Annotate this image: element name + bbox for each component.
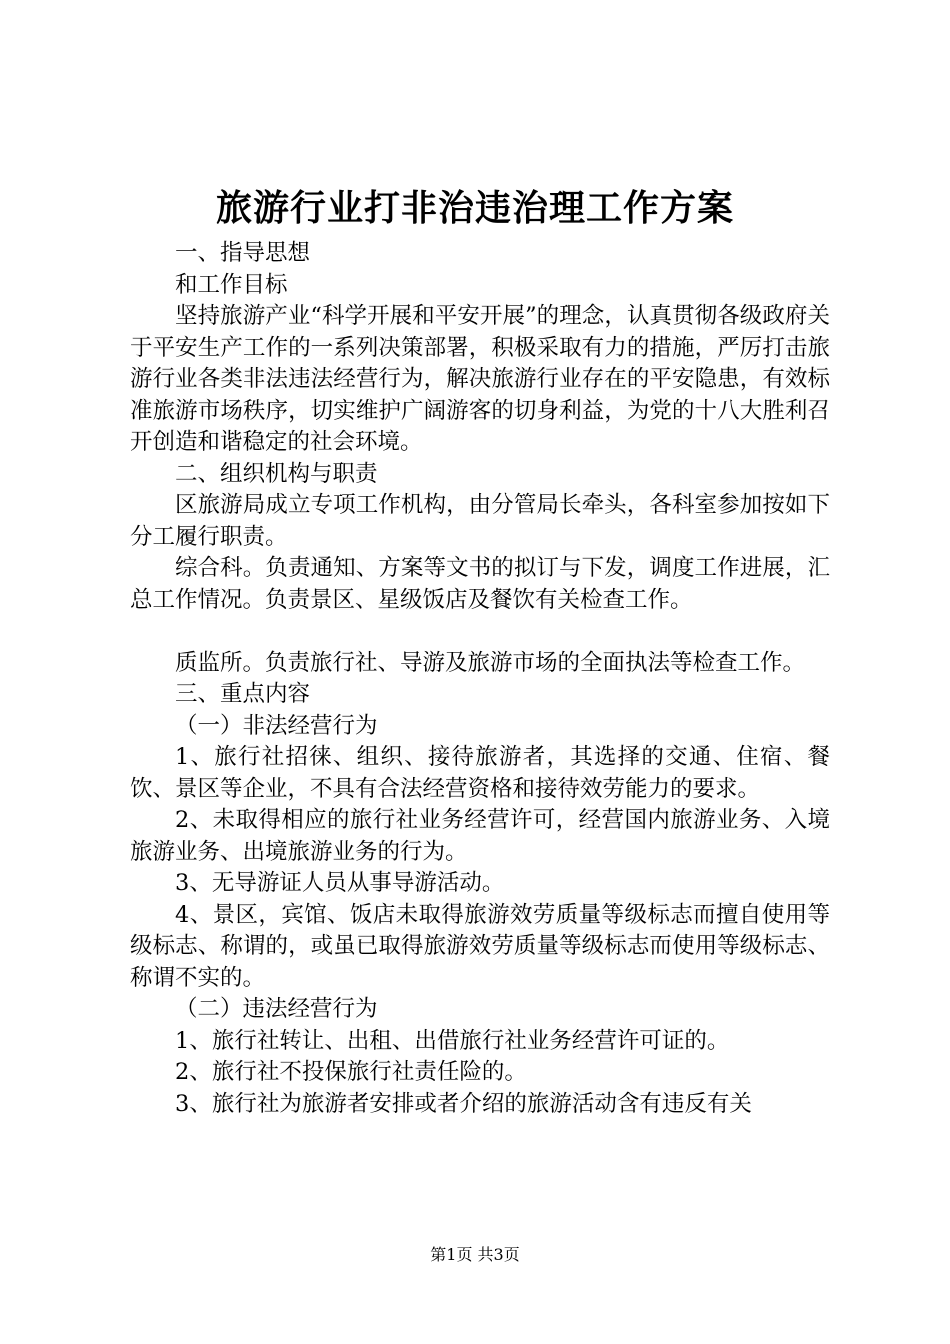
list-item: 4、景区，宾馆、饭店未取得旅游效劳质量等级标志而擅自使用等级标志、称谓的，或虽已取得旅游效劳质量等级标志而使用等级标志、称谓不实的。 — [130, 901, 830, 991]
list-item: 3、无导游证人员从事导游活动。 — [175, 870, 505, 896]
section-heading: 二、组织机构与职责 — [175, 460, 378, 487]
section-heading: 一、指导思想 — [175, 240, 311, 266]
list-item: 2、旅行社不投保旅行社责任险的。 — [175, 1059, 527, 1085]
paragraph: 区旅游局成立专项工作机构，由分管局长牵头，各科室参加按如下分工履行职责。 — [130, 492, 830, 550]
paragraph: 综合科。负责通知、方案等文书的拟订与下发，调度工作进展，汇总工作情况。负责景区、星级饭店及餐饮有关检查工作。 — [130, 555, 830, 613]
paragraph: 坚持旅游产业“科学开展和平安开展”的理念，认真贯彻各级政府关于平安生产工作的一系列决策部署，积极采取有力的措施，严厉打击旅游行业各类非法违法经营行为，解决旅游行业存在的平安隐患，有效标准旅游市场秩序，切实维护广阔游客的切身利益，为党的十八大胜利召开创造和谐稳定的社会环境。 — [130, 303, 830, 455]
paragraph: 质监所。负责旅行社、导游及旅游市场的全面执法等检查工作。 — [175, 649, 806, 676]
list-item: 1、旅行社招徕、组织、接待旅游者，其选择的交通、住宿、餐饮、景区等企业，不具有合法经营资格和接待效劳能力的要求。 — [130, 744, 830, 802]
page-footer: 第1页 共3页 — [430, 1245, 520, 1264]
paragraph: 和工作目标 — [175, 271, 288, 298]
list-item: 1、旅行社转让、出租、出借旅行社业务经营许可证的。 — [175, 1027, 730, 1054]
section-heading: 三、重点内容 — [175, 681, 311, 707]
list-item: 2、未取得相应的旅行社业务经营许可，经营国内旅游业务、入境旅游业务、出境旅游业务的行为。 — [130, 807, 830, 865]
subsection-heading: （二）违法经营行为 — [175, 996, 378, 1022]
list-item: 3、旅行社为旅游者安排或者介绍的旅游活动含有违反有关 — [175, 1090, 752, 1117]
subsection-heading: （一）非法经营行为 — [175, 712, 378, 739]
document-body — [130, 238, 830, 1120]
document-title: 旅游行业打非治违治理工作方案 — [215, 187, 734, 229]
